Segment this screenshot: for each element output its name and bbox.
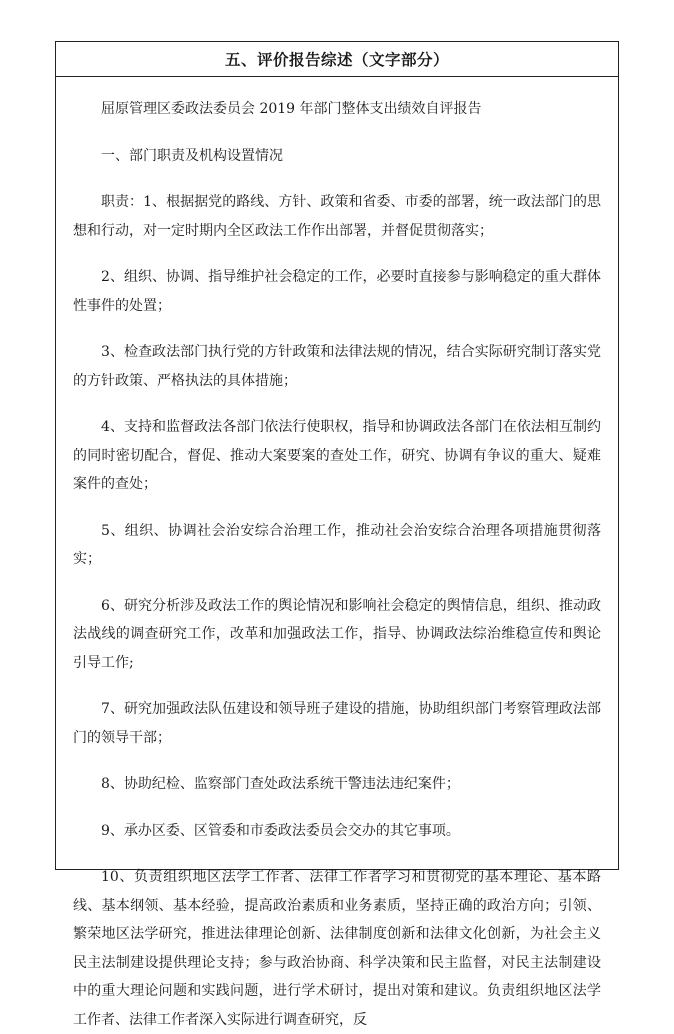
duty-paragraph-4: 4、支持和监督政法各部门依法行使职权，指导和协调政法各部门在依法相互制约的同时密切配合，督促、推动大案要案的查处工作，研究、协调有争议的重大、疑难案件的查处； — [73, 419, 601, 492]
duty-paragraph-8: 8、协助纪检、监察部门查处政法系统干警违法违纪案件； — [101, 776, 460, 792]
duty-paragraph-7: 7、研究加强政法队伍建设和领导班子建设的措施，协助组织部门考察管理政法部门的领导干部； — [73, 701, 601, 746]
duty-paragraph-2: 2、组织、协调、指导维护社会稳定的工作，必要时直接参与影响稳定的重大群体性事件的处置； — [73, 269, 601, 314]
duty-paragraph-6: 6、研究分析涉及政法工作的舆论情况和影响社会稳定的舆情信息，组织、推动政法战线的调查研究工作，改革和加强政法工作，指导、协调政法综治维稳宣传和舆论引导工作; — [73, 597, 601, 671]
section-heading: 五、评价报告综述（文字部分） — [224, 51, 449, 69]
report-body — [56, 95, 618, 1034]
section-heading-row — [56, 42, 618, 77]
duty-paragraph-3: 3、检查政法部门执行党的方针政策和法律法规的情况，结合实际研究制订落实党的方针政策、严格执法的具体措施； — [73, 344, 601, 389]
report-title: 屈原管理区委政法委员会 2019 年部门整体支出绩效自评报告 — [101, 101, 482, 117]
duty-paragraph-10: 10、负责组织地区法学工作者、法律工作者学习和贯彻党的基本理论、基本路线、基本纲领、基本经验，提高政治素质和业务素质，坚持正确的政治方向；引领、繁荣地区法学研究，推进法律理论创新、法律制度创新和法律文化创新，为社会主义民主法制建设提供理论支持；参与政治协商、科学决策和民主监督，对民主法制建设中的重大理论问题和实践问题，进行学术研讨，提出对策和建议。负责组织地区法学工作者、法律工作者深入实际进行调查研究，反 — [73, 869, 601, 1028]
duty-paragraph-9: 9、承办区委、区管委和市委政法委员会交办的其它事项。 — [101, 822, 460, 839]
duty-paragraph-5: 5、组织、协调社会治安综合治理工作，推动社会治安综合治理各项措施贯彻落实； — [73, 522, 601, 567]
report-table-frame — [55, 41, 619, 1028]
duty-paragraph-1: 职责：1、根据据党的路线、方针、政策和省委、市委的部署，统一政法部门的思想和行动，对一定时期内全区政法工作作出部署，并督促贯彻落实； — [73, 194, 601, 239]
section-one-heading: 一、部门职责及机构设置情况 — [101, 147, 283, 164]
